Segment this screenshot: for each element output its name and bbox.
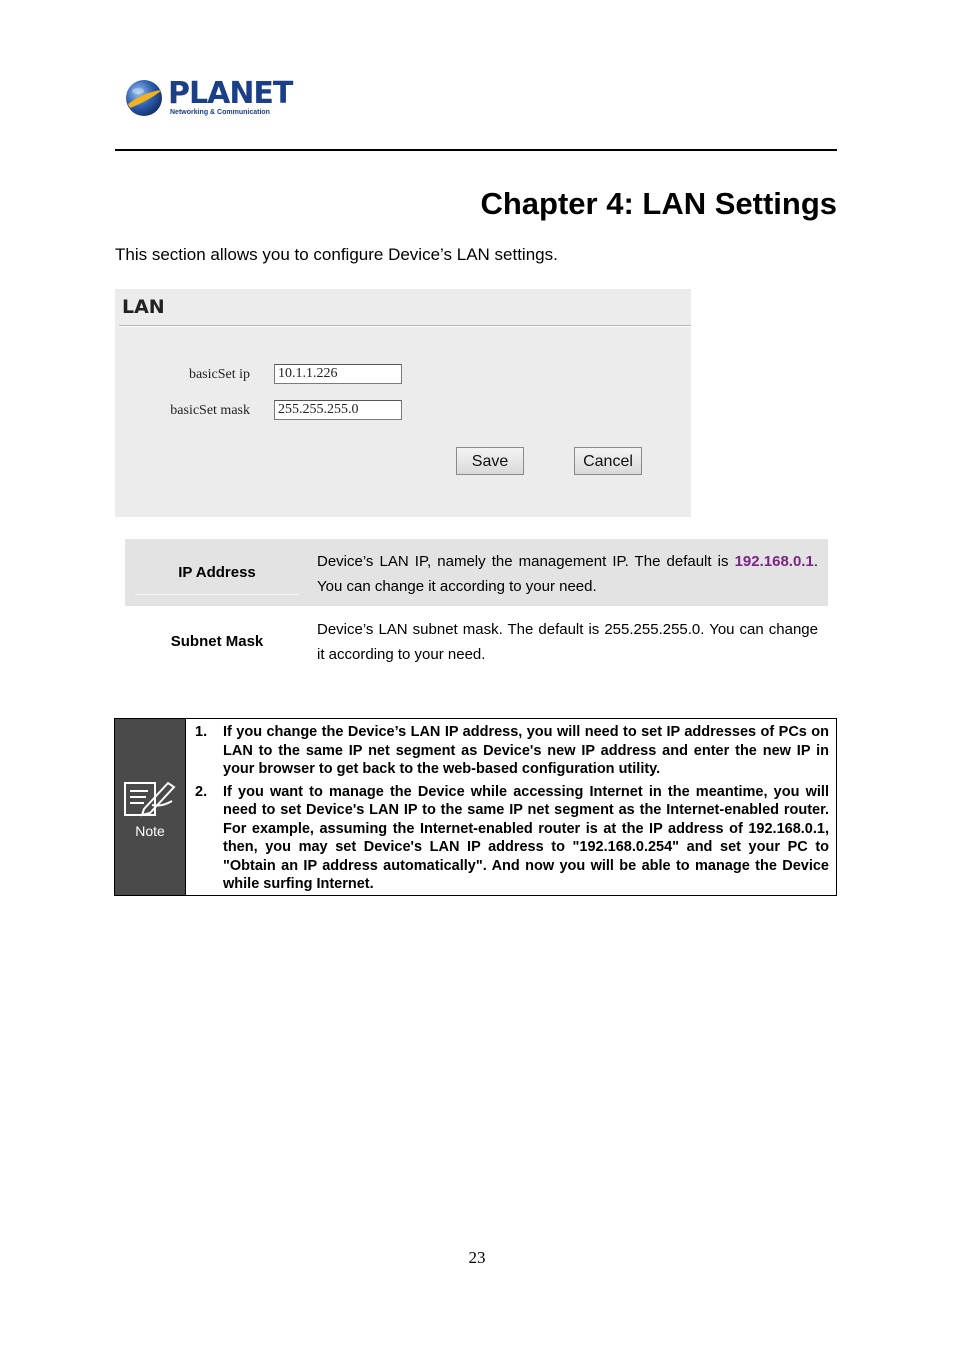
cancel-button[interactable]: Cancel [574, 447, 642, 475]
note-item-text: If you want to manage the Device while accessing Internet in the meantime, you will need to set Device's LAN IP to the same IP net segment as the Internet-enabled router. For example, assuming the Internet-enabled router is at the IP address of 192.168.0.1, then, you may set Device's LAN IP address to "192.168.0.254" and set your PC to "Obtain an IP address automatically". And now you will be able to manage the Device while surfing Internet. [223, 783, 829, 892]
param-desc: Device’s LAN subnet mask. The default is 255.255.255.0. You can change it according to your need. [317, 621, 818, 663]
note-label: Note [135, 823, 165, 839]
default-ip-highlight: 192.168.0.1 [734, 553, 814, 570]
note-item [193, 783, 829, 894]
panel-title: LAN [122, 296, 165, 318]
param-desc [317, 549, 818, 599]
param-name: Subnet Mask [170, 633, 264, 650]
ip-label: basicSet ip [188, 367, 250, 382]
param-name: IP Address [178, 564, 256, 581]
save-button[interactable]: Save [456, 447, 524, 475]
note-item-number: 1. [195, 724, 208, 740]
page-number: 23 [468, 1248, 486, 1267]
note-list [193, 723, 829, 898]
ip-input[interactable]: 10.1.1.226 [274, 364, 402, 384]
note-item-number: 2. [195, 783, 208, 800]
logo-tagline: Networking & Communication [170, 109, 270, 116]
param-desc-text-end: . You can change it according to your need. [317, 553, 818, 595]
chapter-title: Chapter 4: LAN Settings [480, 186, 837, 221]
note-item-text: If you change the Device’s LAN IP address, you will need to set IP addresses of PCs on LAN to the same IP net segment as Device's new IP address and enter the new IP in your browser to get back to the web-based configuration utility. [223, 724, 829, 777]
note-box [114, 718, 837, 896]
globe-logo-icon [124, 78, 164, 118]
note-item [193, 723, 829, 779]
planet-logo [124, 76, 293, 122]
header-divider [115, 149, 837, 151]
param-desc-text: Device’s LAN IP, namely the management IP. The default is [317, 553, 735, 570]
note-pencil-icon [122, 777, 178, 821]
intro-text: This section allows you to configure Device’s LAN settings. [115, 245, 558, 264]
panel-divider-highlight [119, 326, 691, 327]
mask-input[interactable]: 255.255.255.0 [274, 400, 402, 420]
mask-label: basicSet mask [170, 403, 250, 418]
note-sidebar [115, 719, 186, 895]
logo-brand: PLANET [168, 76, 293, 111]
param-row-ip-address [125, 539, 828, 606]
param-row-subnet-mask [125, 606, 828, 676]
param-name-underline [135, 594, 299, 595]
lan-settings-panel [115, 289, 691, 517]
